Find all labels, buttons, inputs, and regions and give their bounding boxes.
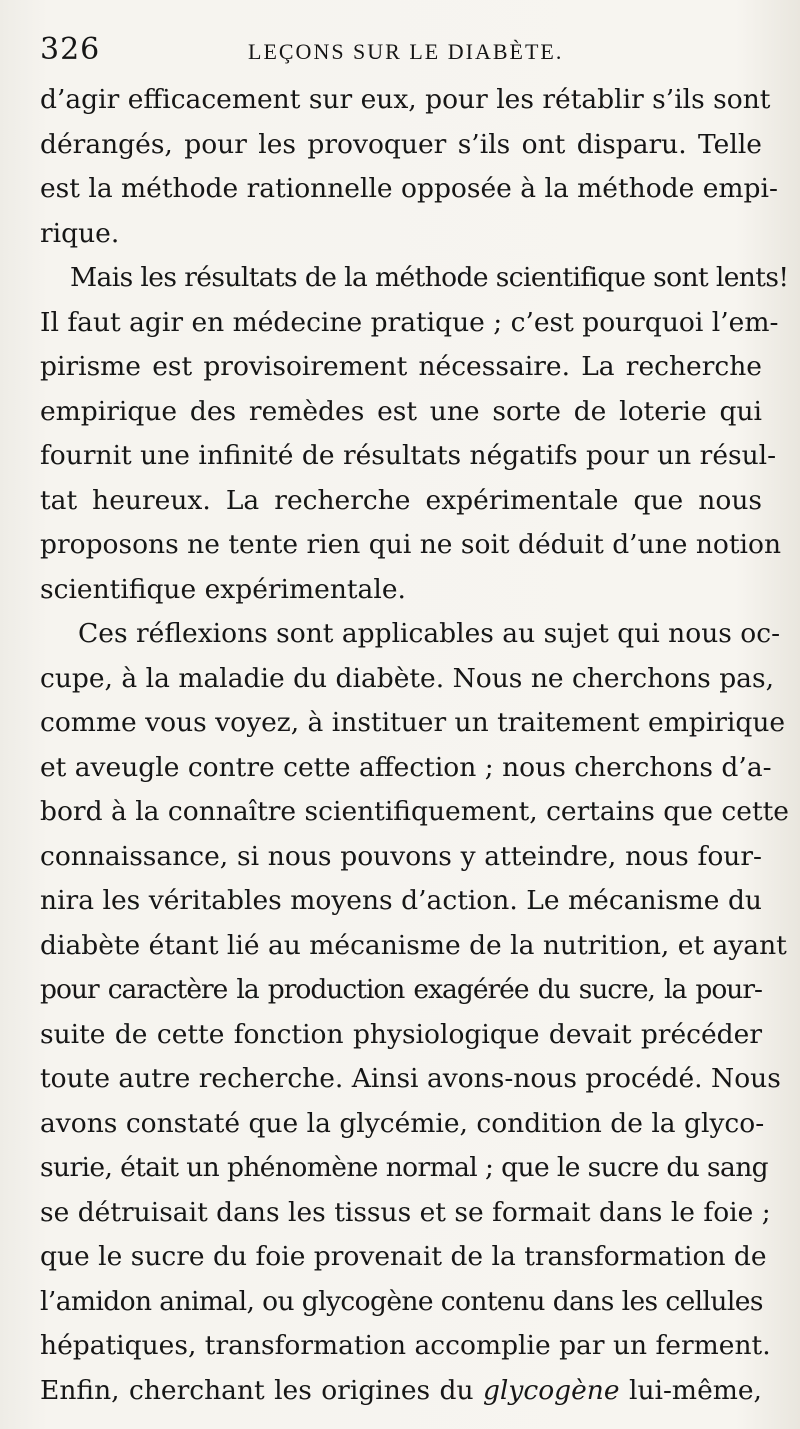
text-line: nira les véritables moyens d’action. Le mécanisme du (40, 885, 762, 916)
text-line: hépatiques, transformation accomplie par un ferment. (40, 1330, 771, 1361)
text-line: fournit une infinité de résultats négatifs pour un résul- (40, 440, 777, 471)
text-line: Mais les résultats de la méthode scientifique sont lents! (70, 262, 789, 293)
text-fragment: lui-même, (619, 1374, 762, 1406)
text-line: connaissance, si nous pouvons y atteindre, nous four- (40, 840, 762, 872)
page-header (40, 28, 750, 72)
text-line: Il faut agir en médecine pratique ; c’est pourquoi l’em- (40, 306, 779, 338)
text-line: comme vous voyez, à instituer un traitement empirique (40, 707, 786, 738)
text-line: rique. (40, 217, 120, 249)
text-line: bord à la connaître scientifiquement, certains que cette (40, 796, 789, 827)
text-line: toute autre recherche. Ainsi avons-nous procédé. Nous (40, 1063, 781, 1094)
running-title: LEÇONS SUR LE DIABÈTE. (248, 39, 564, 64)
text-line: d’agir efficacement sur eux, pour les rétablir s’ils sont (40, 84, 771, 115)
text-line: suite de cette fonction physiologique devait précéder (40, 1018, 762, 1050)
text-line: et aveugle contre cette affection ; nous cherchons d’a- (40, 751, 772, 783)
text-line: diabète étant lié au mécanisme de la nutrition, et ayant (40, 929, 787, 961)
text-line: dérangés, pour les provoquer s’ils ont disparu. Telle (40, 128, 762, 160)
text-line: proposons ne tente rien qui ne soit déduit d’une notion (40, 529, 782, 560)
text-line: tat heureux. La recherche expérimentale que nous (40, 484, 762, 516)
text-line: pour caractère la production exagérée du sucre, la pour- (40, 974, 762, 1005)
text-line: avons constaté que la glycémie, condition de la glyco- (40, 1107, 765, 1139)
text-line: surie, était un phénomène normal ; que le sucre du sang (40, 1152, 769, 1183)
text-line: se détruisait dans les tissus et se formait dans le foie ; (40, 1196, 771, 1228)
italic-term: glycogène (482, 1374, 620, 1406)
page-number: 326 (40, 32, 101, 67)
text-fragment: Enfin, cherchant les origines du (40, 1374, 483, 1406)
text-line: cupe, à la maladie du diabète. Nous ne cherchons pas, (40, 662, 774, 694)
body-text (40, 78, 789, 1413)
text-line: scientifique expérimentale. (40, 573, 406, 605)
text-line: que le sucre du foie provenait de la transformation de (40, 1241, 767, 1272)
text-line: l’amidon animal, ou glycogène contenu dans les cellules (40, 1285, 763, 1317)
text-line: empirique des remèdes est une sorte de loterie qui (40, 395, 762, 427)
text-line: est la méthode rationnelle opposée à la méthode empi- (40, 173, 778, 204)
text-line-last (40, 1369, 762, 1414)
text-line: Ces réflexions sont applicables au sujet qui nous oc- (78, 618, 781, 649)
text-line: pirisme est provisoirement nécessaire. La recherche (40, 351, 762, 382)
